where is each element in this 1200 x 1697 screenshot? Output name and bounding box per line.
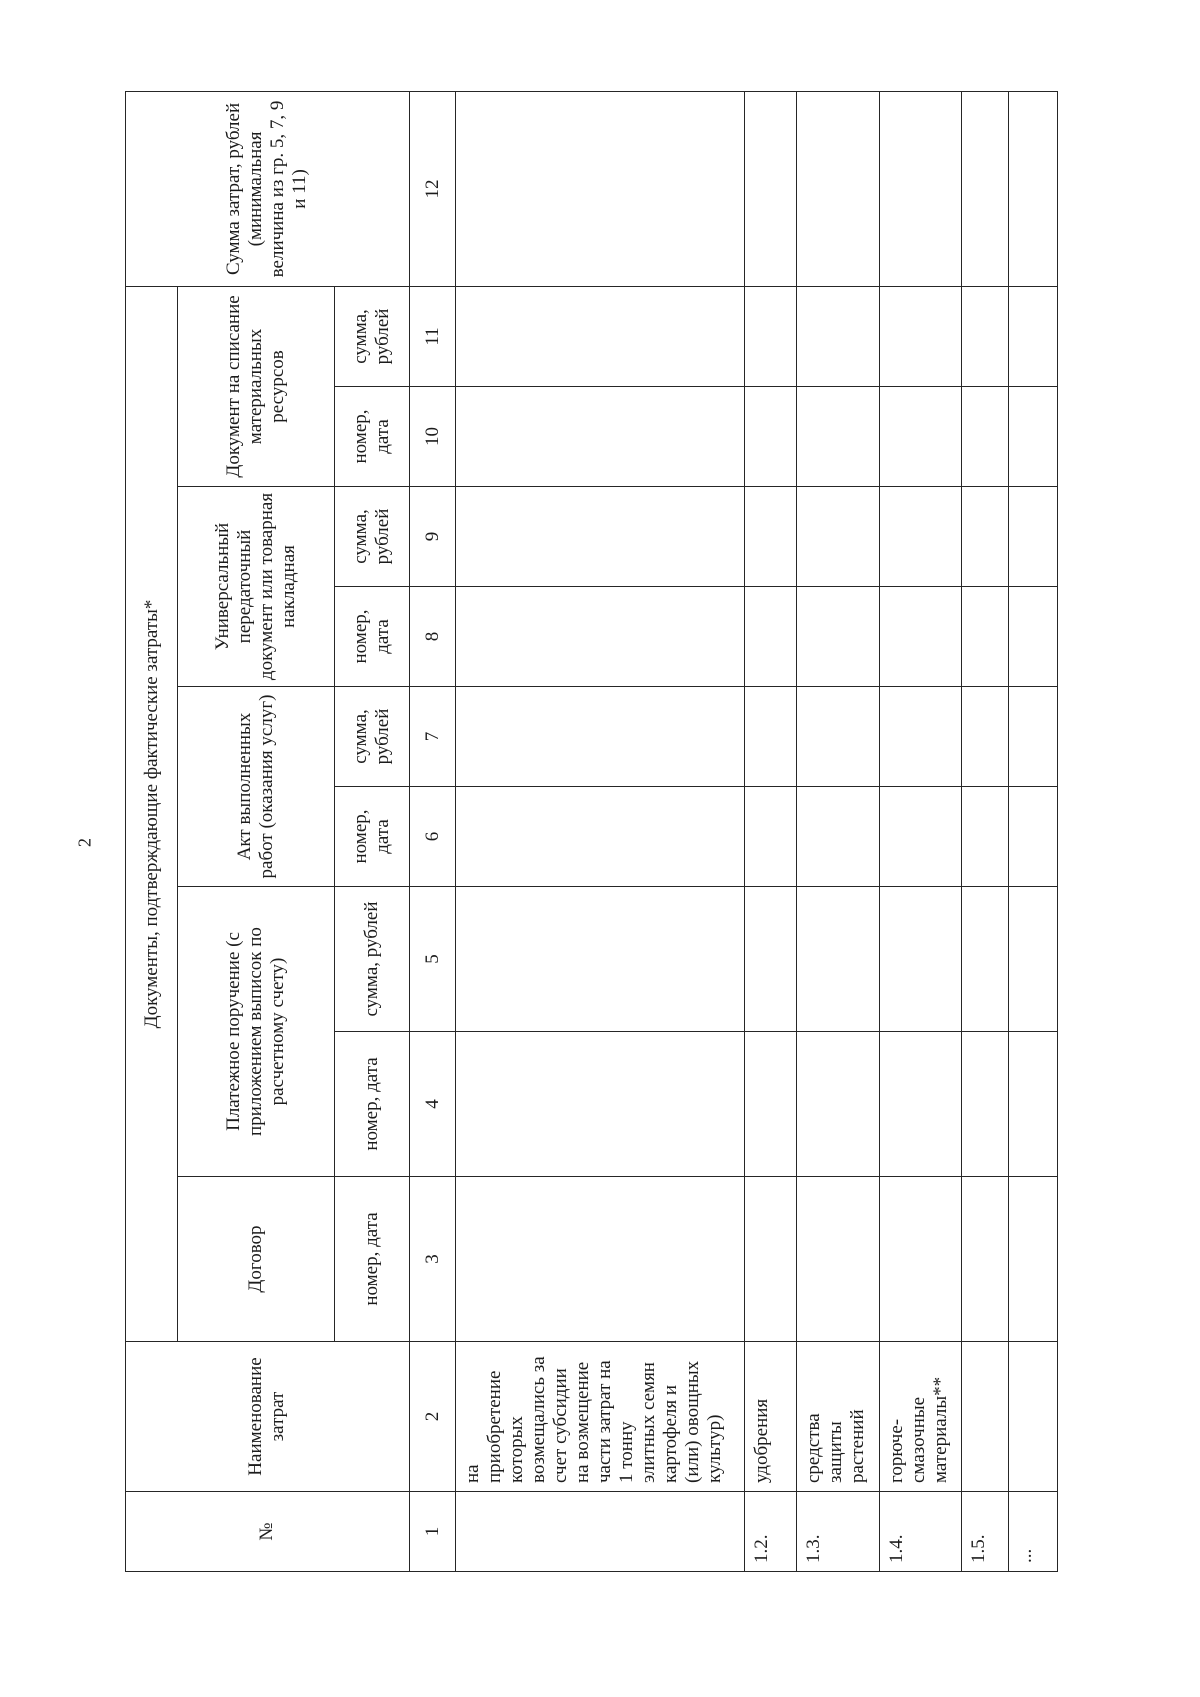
- empty-cell[interactable]: [1008, 887, 1057, 1032]
- column-number: 8: [409, 587, 456, 687]
- subheader-sum: сумма, рублей: [334, 487, 409, 587]
- empty-cell[interactable]: [962, 887, 1009, 1032]
- cost-table-rotated: [125, 92, 1058, 1572]
- empty-cell[interactable]: [745, 91, 797, 286]
- empty-cell[interactable]: [745, 1032, 797, 1177]
- table-row: [962, 91, 1009, 1571]
- table-row: [1008, 91, 1057, 1571]
- empty-cell[interactable]: [962, 387, 1009, 487]
- row-name: [1008, 1342, 1057, 1492]
- empty-cell[interactable]: [962, 1177, 1009, 1342]
- empty-cell[interactable]: [1008, 787, 1057, 887]
- column-number: 7: [409, 687, 456, 787]
- empty-cell[interactable]: [879, 587, 961, 687]
- empty-cell[interactable]: [456, 687, 745, 787]
- empty-cell[interactable]: [797, 887, 879, 1032]
- row-number: 1.2.: [745, 1492, 797, 1572]
- subheader-sum: сумма, рублей: [334, 687, 409, 787]
- empty-cell[interactable]: [456, 787, 745, 887]
- empty-cell[interactable]: [879, 687, 961, 787]
- row-number: 1.5.: [962, 1492, 1009, 1572]
- table-row: [879, 91, 961, 1571]
- header-act: Акт выполненных работ (оказания услуг): [178, 687, 334, 887]
- empty-cell[interactable]: [797, 387, 879, 487]
- empty-cell[interactable]: [745, 286, 797, 386]
- empty-cell[interactable]: [962, 487, 1009, 587]
- empty-cell[interactable]: [456, 286, 745, 386]
- empty-cell[interactable]: [962, 587, 1009, 687]
- empty-cell[interactable]: [456, 91, 745, 286]
- column-number: 5: [409, 887, 456, 1032]
- subheader-num-date: номер, дата: [334, 1032, 409, 1177]
- header-upd: Универсальный передаточный документ или товарная накладная: [178, 487, 334, 687]
- empty-cell[interactable]: [1008, 387, 1057, 487]
- row-name: горюче-смазочные материалы**: [879, 1342, 961, 1492]
- empty-cell[interactable]: [745, 587, 797, 687]
- table-row: [797, 91, 879, 1571]
- column-number: 10: [409, 387, 456, 487]
- row-number: 1.4.: [879, 1492, 961, 1572]
- subheader-contract-num-date: номер, дата: [334, 1177, 409, 1342]
- column-number: 6: [409, 787, 456, 887]
- table-row: [745, 91, 797, 1571]
- empty-cell[interactable]: [879, 1032, 961, 1177]
- empty-cell[interactable]: [456, 887, 745, 1032]
- empty-cell[interactable]: [879, 887, 961, 1032]
- header-payment-order: Платежное поручение (с приложением выписок по расчетному счету): [178, 887, 334, 1177]
- row-name: [962, 1342, 1009, 1492]
- column-numbers-row: [409, 91, 456, 1571]
- empty-cell[interactable]: [745, 1177, 797, 1342]
- empty-cell[interactable]: [879, 387, 961, 487]
- empty-cell[interactable]: [879, 787, 961, 887]
- empty-cell[interactable]: [797, 587, 879, 687]
- row-name: на приобретение которых возмещались за счет субсидии на возмещение части затрат на 1 тонну элитных семян картофеля и (или) овощных культур): [456, 1342, 745, 1492]
- empty-cell[interactable]: [1008, 487, 1057, 587]
- column-number: 3: [409, 1177, 456, 1342]
- empty-cell[interactable]: [797, 487, 879, 587]
- header-total: Сумма затрат, рублей (минимальная величина из гр. 5, 7, 9 и 11): [126, 91, 410, 286]
- empty-cell[interactable]: [1008, 91, 1057, 286]
- header-no: №: [126, 1492, 410, 1572]
- empty-cell[interactable]: [797, 91, 879, 286]
- empty-cell[interactable]: [962, 91, 1009, 286]
- empty-cell[interactable]: [797, 687, 879, 787]
- header-contract: Договор: [178, 1177, 334, 1342]
- cost-table: [125, 91, 1058, 1572]
- empty-cell[interactable]: [879, 487, 961, 587]
- empty-cell[interactable]: [456, 587, 745, 687]
- empty-cell[interactable]: [962, 787, 1009, 887]
- empty-cell[interactable]: [962, 687, 1009, 787]
- subheader-sum: сумма, рублей: [334, 286, 409, 386]
- column-number: 11: [409, 286, 456, 386]
- empty-cell[interactable]: [1008, 1032, 1057, 1177]
- header-documents-group: Документы, подтверждающие фактические затраты*: [126, 286, 178, 1341]
- empty-cell[interactable]: [1008, 587, 1057, 687]
- row-number: 1.3.: [797, 1492, 879, 1572]
- empty-cell[interactable]: [962, 286, 1009, 386]
- column-number: 12: [409, 91, 456, 286]
- empty-cell[interactable]: [797, 286, 879, 386]
- empty-cell[interactable]: [745, 887, 797, 1032]
- empty-cell[interactable]: [745, 687, 797, 787]
- table-row: [456, 91, 745, 1571]
- row-number: [456, 1492, 745, 1572]
- empty-cell[interactable]: [456, 1177, 745, 1342]
- empty-cell[interactable]: [879, 1177, 961, 1342]
- column-number: 4: [409, 1032, 456, 1177]
- empty-cell[interactable]: [879, 91, 961, 286]
- empty-cell[interactable]: [456, 487, 745, 587]
- empty-cell[interactable]: [745, 787, 797, 887]
- subheader-num-date: номер, дата: [334, 787, 409, 887]
- column-number: 1: [409, 1492, 456, 1572]
- page-number: 2: [74, 838, 95, 847]
- header-writeoff: Документ на списание материальных ресурсов: [178, 286, 334, 486]
- empty-cell[interactable]: [797, 787, 879, 887]
- subheader-num-date: номер, дата: [334, 387, 409, 487]
- empty-cell[interactable]: [879, 286, 961, 386]
- empty-cell[interactable]: [962, 1032, 1009, 1177]
- row-number: ...: [1008, 1492, 1057, 1572]
- empty-cell[interactable]: [745, 487, 797, 587]
- empty-cell[interactable]: [456, 387, 745, 487]
- column-number: 2: [409, 1342, 456, 1492]
- row-name: удобрения: [745, 1342, 797, 1492]
- subheader-num-date: номер, дата: [334, 587, 409, 687]
- empty-cell[interactable]: [1008, 286, 1057, 386]
- empty-cell[interactable]: [456, 1032, 745, 1177]
- empty-cell[interactable]: [745, 387, 797, 487]
- empty-cell[interactable]: [797, 1032, 879, 1177]
- header-name: Наименование затрат: [126, 1342, 410, 1492]
- empty-cell[interactable]: [1008, 1177, 1057, 1342]
- empty-cell[interactable]: [1008, 687, 1057, 787]
- row-name: средства защиты растений: [797, 1342, 879, 1492]
- empty-cell[interactable]: [797, 1177, 879, 1342]
- column-number: 9: [409, 487, 456, 587]
- subheader-sum: сумма, рублей: [334, 887, 409, 1032]
